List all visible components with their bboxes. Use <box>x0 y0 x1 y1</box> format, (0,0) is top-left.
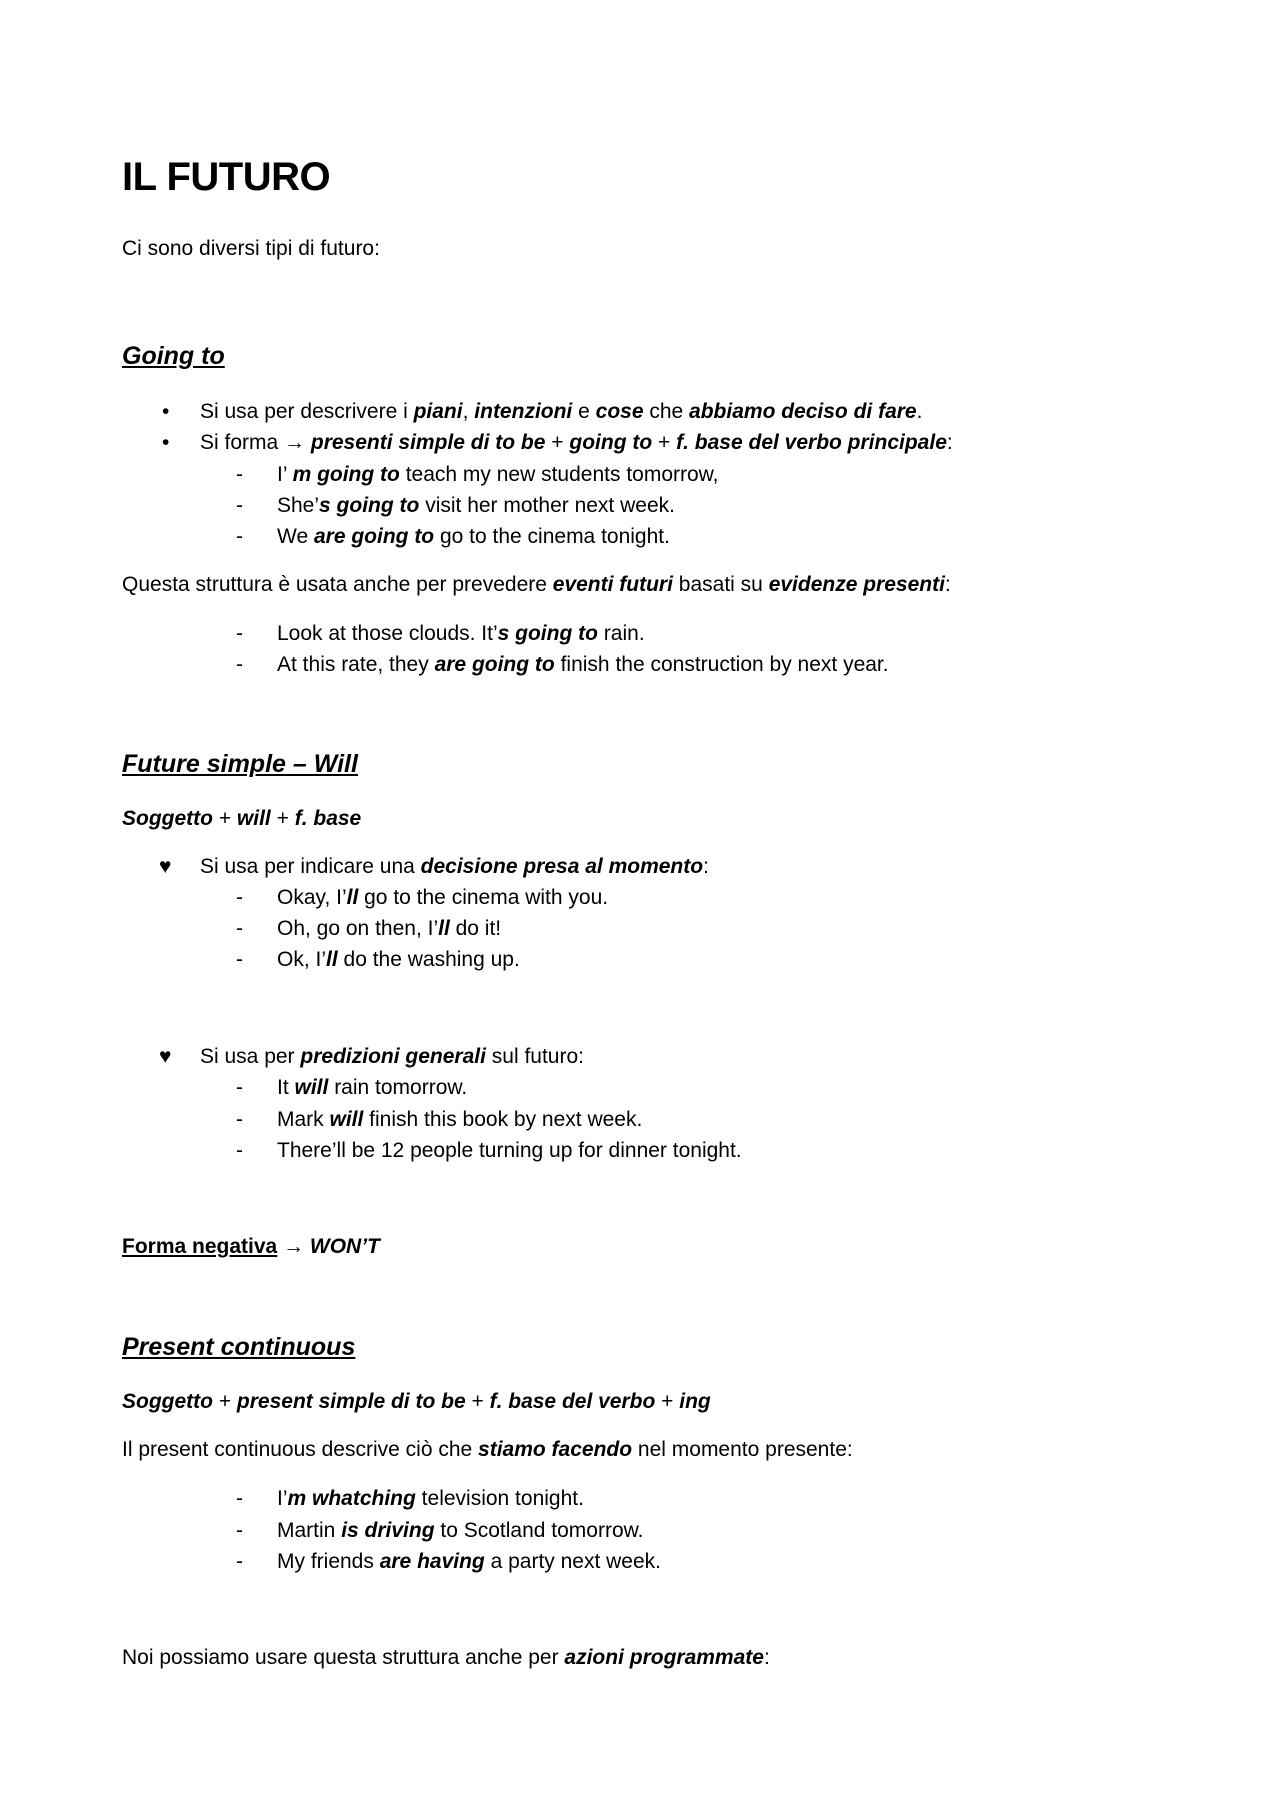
example-line: I’m whatching television tonight. <box>277 1487 584 1510</box>
example-line: She’s going to visit her mother next week. <box>277 494 675 517</box>
example-line: Ok, I’ll do the washing up. <box>277 948 520 971</box>
will-negative-form: Forma negativa → WON’T <box>122 1235 380 1258</box>
bullet-icon: • <box>162 431 170 454</box>
example-line: At this rate, they are going to finish the construction by next year. <box>277 653 889 676</box>
example-line: It will rain tomorrow. <box>277 1076 468 1099</box>
section-heading-present-continuous: Present continuous <box>122 1333 356 1361</box>
arrow-icon: → <box>283 1235 305 1258</box>
bullet-icon: • <box>162 400 170 423</box>
intro-text: Ci sono diversi tipi di futuro: <box>122 237 380 260</box>
present-continuous-description: Il present continuous descrive ciò che stiamo facendo nel momento presente: <box>122 1438 853 1461</box>
example-line: Oh, go on then, I’ll do it! <box>277 917 502 940</box>
will-bullet-2: Si usa per predizioni generali sul futuro: <box>200 1045 584 1068</box>
section-heading-going-to: Going to <box>122 342 225 370</box>
will-formula: Soggetto + will + f. base <box>122 807 362 830</box>
going-to-note: Questa struttura è usata anche per prevedere eventi futuri basati su evidenze presenti: <box>122 573 951 596</box>
example-line: Martin is driving to Scotland tomorrow. <box>277 1519 644 1542</box>
dash-icon: - <box>236 948 243 971</box>
arrow-icon: → <box>284 431 306 454</box>
heart-icon: ♥ <box>159 1045 172 1068</box>
dash-icon: - <box>236 463 243 486</box>
dash-icon: - <box>236 886 243 909</box>
page-title: IL FUTURO <box>122 155 331 199</box>
dash-icon: - <box>236 494 243 517</box>
dash-icon: - <box>236 1076 243 1099</box>
will-bullet-1: Si usa per indicare una decisione presa al momento: <box>200 855 709 878</box>
example-line: Look at those clouds. It’s going to rain. <box>277 622 645 645</box>
dash-icon: - <box>236 1108 243 1131</box>
present-continuous-note: Noi possiamo usare questa struttura anche per azioni programmate: <box>122 1646 770 1669</box>
going-to-bullet-1: Si usa per descrivere i piani, intenzioni e cose che abbiamo deciso di fare. <box>200 400 923 423</box>
example-line: Mark will finish this book by next week. <box>277 1108 643 1131</box>
example-line: I’ m going to teach my new students tomorrow, <box>277 463 719 486</box>
heart-icon: ♥ <box>159 855 172 878</box>
dash-icon: - <box>236 1487 243 1510</box>
going-to-bullet-2: Si forma → presenti simple di to be + going to + f. base del verbo principale: <box>200 431 953 454</box>
dash-icon: - <box>236 653 243 676</box>
dash-icon: - <box>236 917 243 940</box>
example-line: Okay, I’ll go to the cinema with you. <box>277 886 609 909</box>
section-heading-will: Future simple – Will <box>122 750 358 778</box>
dash-icon: - <box>236 1550 243 1573</box>
dash-icon: - <box>236 622 243 645</box>
example-line: We are going to go to the cinema tonight. <box>277 525 670 548</box>
dash-icon: - <box>236 1519 243 1542</box>
dash-icon: - <box>236 1139 243 1162</box>
present-continuous-formula: Soggetto + present simple di to be + f. base del verbo + ing <box>122 1390 711 1413</box>
example-line: My friends are having a party next week. <box>277 1550 662 1573</box>
dash-icon: - <box>236 525 243 548</box>
example-line: There’ll be 12 people turning up for dinner tonight. <box>277 1139 742 1162</box>
